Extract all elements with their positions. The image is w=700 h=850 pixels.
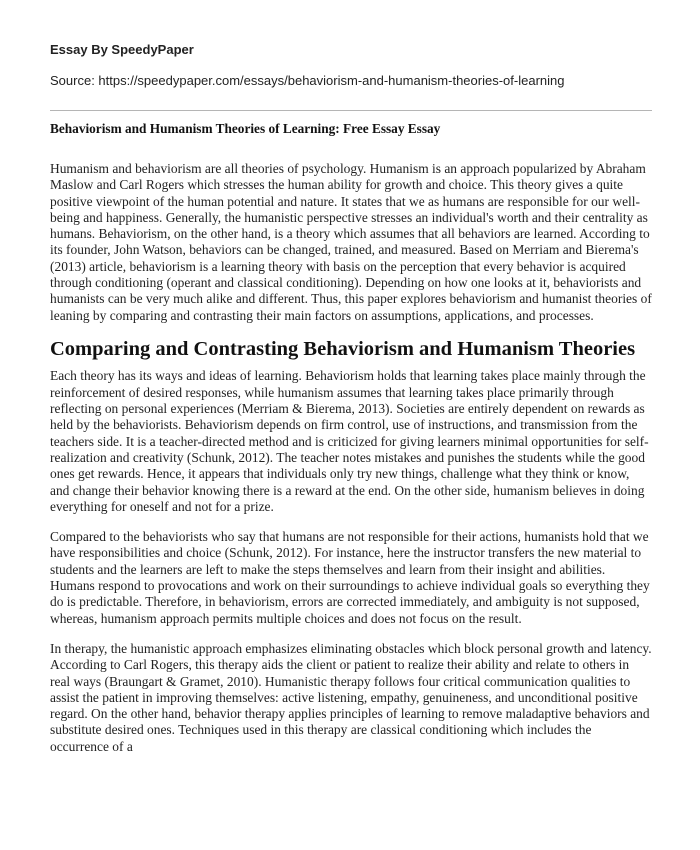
intro-paragraph: Humanism and behaviorism are all theories of psychology. Humanism is an approach popularized by Abraham Maslow and Carl Rogers which stresses the human ability for growth and choice. This theory gives a quite positive viewpoint of the human potential and nature. It states that we as humans are responsible for our well-being and happiness. Generally, the humanistic perspective stresses an individual's worth and their centrality as humans. Behaviorism, on the other hand, is a theory which assumes that all behaviors are learned. According to its founder, John Watson, behaviors can be changed, trained, and measured. Based on Merriam and Bierema's (2013) article, behaviorism is a learning theory with basis on the perception that every behavior is acquired through conditioning (operant and classical conditioning). Depending on how one looks at it, behaviorists and humanists can be very much alike and different. Thus, this paper explores behaviorism and humanist theories of leaning by comparing and contrasting their main factors on assumptions, applications, and processes. xyxy=(50,161,652,323)
source-url: Source: https://speedypaper.com/essays/behaviorism-and-humanism-theories-of-learning xyxy=(50,73,565,88)
header-divider xyxy=(50,110,652,111)
body-paragraph: In therapy, the humanistic approach emphasizes eliminating obstacles which block personal growth and latency. According to Carl Rogers, this therapy aids the client or patient to realize their ability and relate to others in real ways (Braungart & Gramet, 2010). Humanistic therapy follows four critical communication qualities to assist the patient in improving themselves: active listening, empathy, genuineness, and unconditional positive regard. On the other hand, behavior therapy applies principles of learning to remove maladaptive behaviors and substitute desired ones. Techniques used in this therapy are classical conditioning which includes the occurrence of a xyxy=(50,640,652,754)
document-title: Behaviorism and Humanism Theories of Learning: Free Essay Essay xyxy=(50,121,441,136)
body-paragraph: Each theory has its ways and ideas of learning. Behaviorism holds that learning takes place mainly through the reinforcement of desired responses, while humanism assumes that learning takes place primarily through reflecting on personal experiences (Merriam & Bierema, 2013). Societies are entirely dependent on rewards as held by the behaviorists. Behaviorism depends on firm control, use of instructions, and transmission from the teachers side. It is a teacher-directed method and is criticized for giving learners minimal opportunities for self-realization and creativity (Schunk, 2012). The teacher notes mistakes and punishes the students while the good ones get rewards. Hence, it appears that individuals only try new things, challenge what they think or know, and change their behavior knowing there is a reward at the end. On the other side, humanism believes in doing everything for oneself and not for a prize. xyxy=(50,368,649,514)
essay-body xyxy=(50,161,652,769)
body-paragraph: Compared to the behaviorists who say that humans are not responsible for their actions, humanists hold that we have responsibilities and choice (Schunk, 2012). For instance, here the instructor transfers the new material to students and the learners are left to make the steps themselves and learn from their insight and abilities. Humans respond to provocations and work on their surroundings to achieve individual goals so everything they do is predictable. Therefore, in behaviorism, errors are corrected immediately, and ambiguity is not supposed, whereas, humanism approach permits multiple choices and does not focus on the result. xyxy=(50,529,650,626)
brand-label: Essay By SpeedyPaper xyxy=(50,42,194,57)
section-heading: Comparing and Contrasting Behaviorism and Humanism Theories xyxy=(50,337,636,360)
